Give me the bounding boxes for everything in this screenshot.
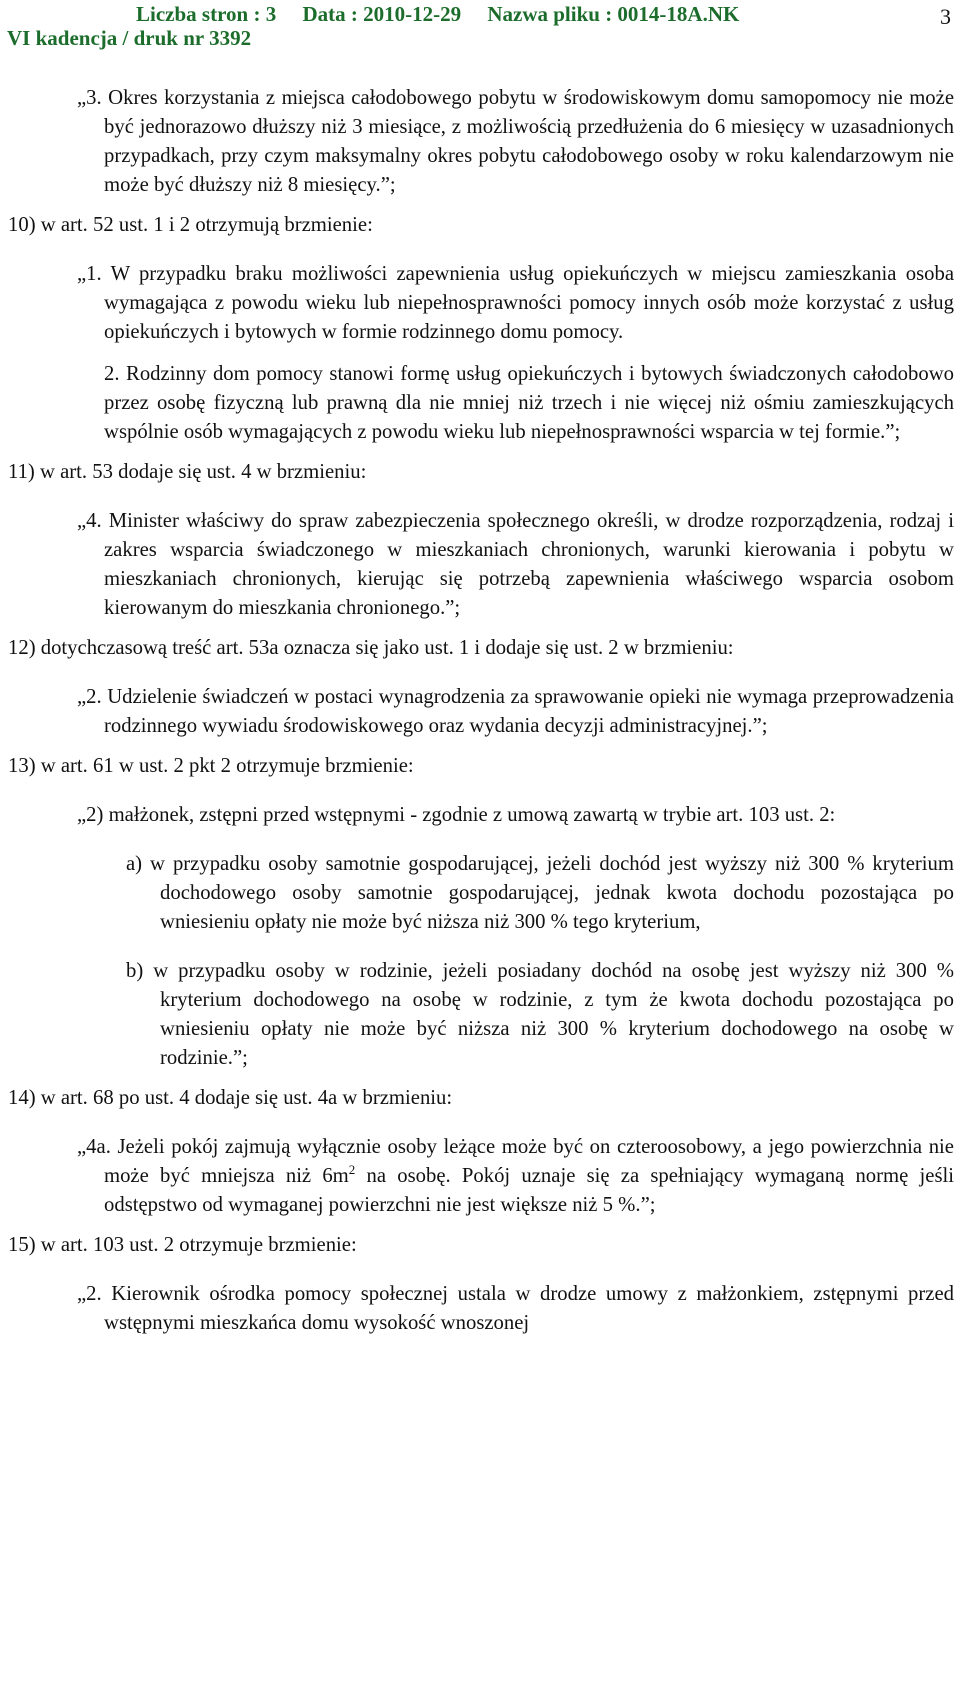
quoted-paragraph: „3. Okres korzystania z miejsca całodobowego pobytu w środowiskowym domu samopomocy nie może być jednorazowo dłuższy niż 3 miesiące, z możliwością przedłużenia do 6 miesięcy w uzasadnionych przypadkach, przy czym maksymalny okres pobytu całodobowego osoby w roku kalendarzowym nie może być dłuższy niż 8 miesięcy.”; [77,87,954,196]
quoted-paragraph: „4. Minister właściwy do spraw zabezpieczenia społecznego określi, w drodze rozporządzenia, rodzaj i zakres wsparcia świadczonego w mieszkaniach chronionych, warunki kierowania i pobytu w mieszkaniach chronionych, kierując się potrzebą zapewnienia właściwego wsparcia osobom kierowanym do mieszkania chronionego.”; [77,510,954,619]
amendment-point: 15) w art. 103 ust. 2 otrzymuje brzmienie: [8,1234,357,1256]
superscript: 2 [348,1162,356,1178]
header-meta-line: Liczba stron : 3 Data : 2010-12-29 Nazwa pliku : 0014-18A.NK [136,2,740,26]
amendment-point: 10) w art. 52 ust. 1 i 2 otrzymują brzmienie: [8,214,373,236]
document-body [0,84,960,1338]
quoted-paragraph: „2. Kierownik ośrodka pomocy społecznej ustala w drodze umowy z małżonkiem, zstępnymi przed wstępnymi mieszkańca domu wysokość wnoszonej [77,1283,954,1334]
list-item: b) w przypadku osoby w rodzinie, jeżeli posiadany dochód na osobę jest wyższy niż 300 % kryterium dochodowego na osobę w rodzinie, z tym że kwota dochodu pozostająca po wniesieniu opłaty nie może być niższa niż 300 % kryterium dochodowego na osobę w rodzinie.”; [126,960,954,1069]
quoted-paragraph: „2) małżonek, zstępni przed wstępnymi - zgodnie z umową zawartą w trybie art. 103 ust. 2: [77,804,836,826]
amendment-point: 11) w art. 53 dodaje się ust. 4 w brzmieniu: [8,461,367,483]
document-header [0,0,960,50]
paragraph-text: „4a. Jeżeli pokój zajmują wyłącznie osoby leżące może być on czteroosobowy, a jego powierzchnia nie może być mniejsza niż 6m [77,1136,954,1187]
header-term-line: VI kadencja / druk nr 3392 [7,26,252,50]
amendment-point: 13) w art. 61 w ust. 2 pkt 2 otrzymuje brzmienie: [8,755,414,777]
quoted-paragraph: „1. W przypadku braku możliwości zapewnienia usług opiekuńczych w miejscu zamieszkania osoba wymagająca z powodu wieku lub niepełnosprawności pomocy innych osób może korzystać z usług opiekuńczych i bytowych w formie rodzinnego domu pomocy. [77,263,954,343]
amendment-point: 12) dotychczasową treść art. 53a oznacza się jako ust. 1 i dodaje się ust. 2 w brzmieniu: [8,637,734,659]
quoted-paragraph [77,1133,955,1220]
amendment-point: 14) w art. 68 po ust. 4 dodaje się ust. 4a w brzmieniu: [8,1087,453,1109]
paragraph-text: na osobę. Pokój uznaje się za spełniający wymaganą normę jeśli odstępstwo od wymaganej powierzchni nie jest większe niż 5 %.”; [104,1165,955,1216]
quoted-paragraph: „2. Udzielenie świadczeń w postaci wynagrodzenia za sprawowanie opieki nie wymaga przeprowadzenia rodzinnego wywiadu środowiskowego oraz wydania decyzji administracyjnej.”; [77,686,954,737]
page-number: 3 [940,4,951,29]
list-item: a) w przypadku osoby samotnie gospodarującej, jeżeli dochód jest wyższy niż 300 % kryterium dochodowego osoby samotnie gospodarującej, jednak kwota dochodu pozostająca po wniesieniu opłaty nie może być niższa niż 300 % tego kryterium, [126,853,954,933]
quoted-paragraph: 2. Rodzinny dom pomocy stanowi formę usług opiekuńczych i bytowych świadczonych całodobowo przez osobę fizyczną lub prawną dla nie mniej niż trzech i nie więcej niż ośmiu zamieszkujących wspólnie osób wymagających z powodu wieku lub niepełnosprawności wsparcia w tej formie.”; [104,363,954,443]
